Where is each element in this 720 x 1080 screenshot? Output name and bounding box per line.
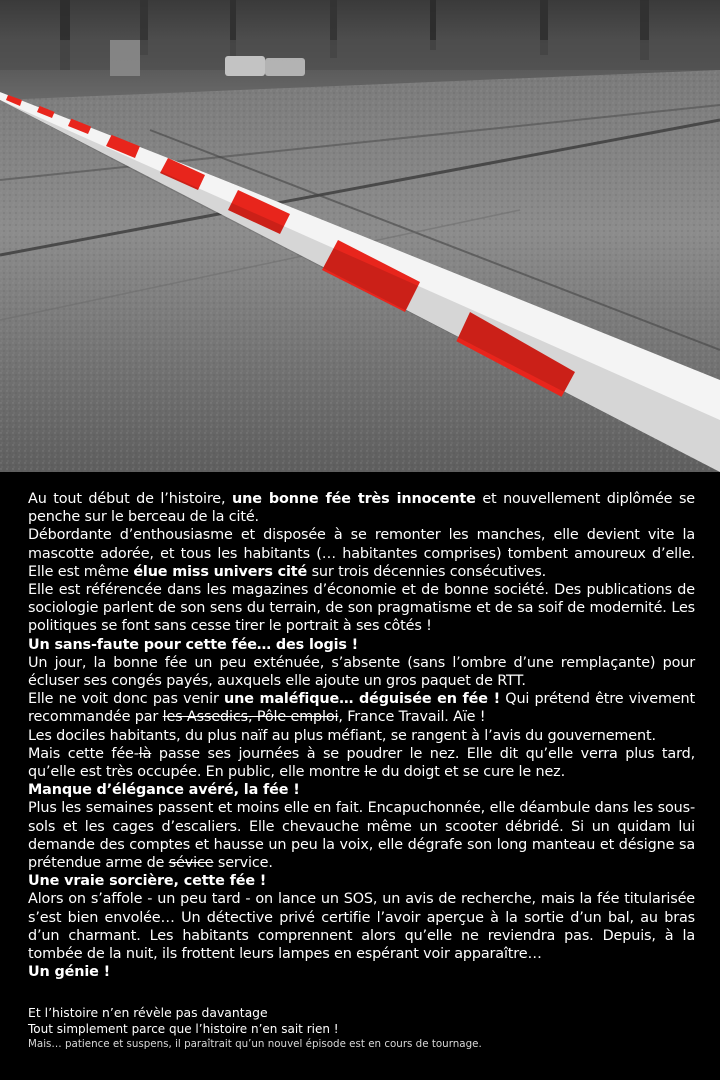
header-photo: [0, 0, 720, 472]
story-paragraph: Au tout début de l’histoire, une bonne fée très innocente et nouvellement diplômée se penche sur le berceau de la cité.: [28, 491, 695, 526]
struck-text: sévice: [168, 855, 214, 872]
story-paragraph: Un jour, la bonne fée un peu exténuée, s’absente (sans l’ombre d’une remplaçante) pour écluser ses congés payés, auxquels elle ajoute un gros paquet de RTT.: [28, 654, 695, 690]
story-heading: Une vraie sorcière, cette fée !: [28, 873, 267, 890]
footer-line: Tout simplement parce que l’histoire n’en sait rien !: [28, 1022, 339, 1036]
footer-line: Mais… patience et suspens, il paraîtrait qu’un nouvel épisode est en cours de tournage.: [28, 1038, 482, 1050]
struck-text: les Assedics, Pôle emploi: [162, 709, 339, 726]
struck-text: le: [364, 764, 377, 781]
story-paragraph: Alors on s’affole - un peu tard - on lance un SOS, un avis de recherche, mais la fée titularisée s’est bien envolée… Un détective privé certifie l’avoir aperçue à la sortie d’un bal, au bras d’un charmant. Les habitants comprennent alors qu’elle ne reviendra pas. Depuis, à la tombée de la nuit, ils frottent leurs lampes en espérant voir apparaître…: [28, 891, 695, 963]
story-paragraph: Les dociles habitants, du plus naïf au plus méfiant, se rangent à l’avis du gouvernement.: [28, 727, 656, 744]
story-paragraph: Débordante d’enthousiasme et disposée à se remonter les manches, elle devient vite la mascotte adorée, et tous les habitants (… habitantes comprises) tombent amoureux d’elle. Elle est même élue miss univers cité sur trois décennies consécutives.: [28, 527, 695, 580]
footer-line: Et l’histoire n’en révèle pas davantage: [28, 1005, 268, 1020]
footer-notes: [28, 1005, 708, 1051]
story-heading: Manque d’élégance avéré, la fée !: [28, 782, 300, 799]
story-heading: Un génie !: [28, 964, 111, 981]
story-paragraph: Plus les semaines passent et moins elle en fait. Encapuchonnée, elle déambule dans les sous-sols et les cages d’escaliers. Elle chevauche même un scooter débridé. Si un quidam lui demande des comptes et hausse un peu la voix, elle dégrafe son long manteau et désigne sa prétendue arme de sévice service.: [28, 800, 695, 872]
story-paragraph: Elle ne voit donc pas venir une maléfique… déguisée en fée ! Qui prétend être vivement recommandée par les Assedics, Pôle emploi, France Travail. Aïe !: [28, 691, 696, 726]
story-paragraph: Elle est référencée dans les magazines d’économie et de bonne société. Des publications de sociologie parlent de son sens du terrain, de son pragmatisme et de sa soif de modernité. Les politiques se font sans cesse tirer le portrait à ses côtés !: [28, 582, 695, 635]
story-paragraph: Mais cette fée-là passe ses journées à se poudrer le nez. Elle dit qu’elle verra plus tard, qu’elle est très occupée. En public, elle montre le du doigt et se cure le nez.: [28, 745, 696, 781]
barrier-tape-photo: [0, 0, 720, 472]
struck-text: là: [138, 745, 152, 762]
story-text: [28, 490, 695, 981]
story-heading: Un sans-faute pour cette fée… des logis !: [28, 636, 359, 653]
